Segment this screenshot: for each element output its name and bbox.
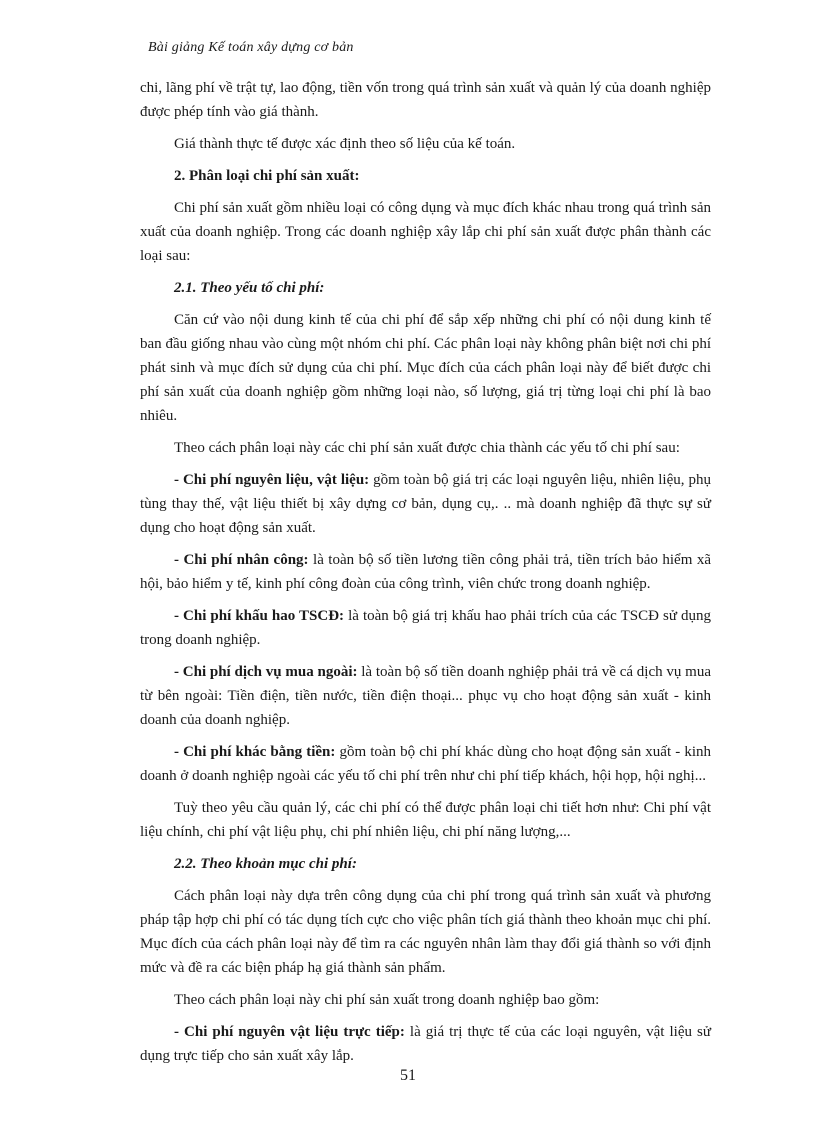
page-body xyxy=(140,76,711,1076)
item-text: là toàn bộ giá trị khấu hao phải trích của các TSCĐ sử dụng trong doanh nghiệp. xyxy=(140,608,711,648)
item-labor xyxy=(140,548,711,596)
running-header: Bài giảng Kế toán xây dựng cơ bản xyxy=(148,40,354,55)
paragraph-continuation: chi, lãng phí về trật tự, lao động, tiền vốn trong quá trình sản xuất và quản lý của doanh nghiệp được phép tính vào giá thành. xyxy=(140,80,711,120)
item-text: gồm toàn bộ chi phí khác dùng cho hoạt động sản xuất - kinh doanh ở doanh nghiệp ngoài các yếu tố chi phí trên như chi phí tiếp khách, hội họp, hội nghị... xyxy=(140,744,711,784)
paragraph-items-basis: Cách phân loại này dựa trên công dụng của chi phí trong quá trình sản xuất và phương pháp tập hợp chi phí có tác dụng tích cực cho việc phân tích giá thành theo khoản mục chi phí. Mục đích của cách phân loại này để tìm ra các nguyên nhân làm thay đổi giá thành so với định mức và đề ra các biện pháp hạ giá thành sản phẩm. xyxy=(140,888,711,976)
paragraph-detail: Tuỳ theo yêu cầu quản lý, các chi phí có thể được phân loại chi tiết hơn như: Chi phí vật liệu chính, chi phí vật liệu phụ, chi phí nhiên liệu, chi phí năng lượng,... xyxy=(140,800,711,840)
paragraph-actual-cost: Giá thành thực tế được xác định theo số liệu của kế toán. xyxy=(174,136,516,152)
paragraph-items-intro: Theo cách phân loại này chi phí sản xuất trong doanh nghiệp bao gồm: xyxy=(174,992,600,1008)
paragraph-elements-intro: Theo cách phân loại này các chi phí sản xuất được chia thành các yếu tố chi phí sau: xyxy=(174,440,680,456)
item-materials xyxy=(140,468,711,540)
item-depreciation xyxy=(140,604,711,652)
section-heading-2: 2. Phân loại chi phí sản xuất: xyxy=(174,168,360,184)
item-other-cash xyxy=(140,740,711,788)
page-number: 51 xyxy=(400,1067,416,1084)
subsection-heading-2-1: 2.1. Theo yếu tố chi phí: xyxy=(174,280,325,296)
paragraph-basis: Căn cứ vào nội dung kinh tế của chi phí để sắp xếp những chi phí có nội dung kinh tế ban đầu giống nhau vào cùng một nhóm chi phí. Các phân loại này không phân biệt nơi chi phí phát sinh và mục đích sử dụng của chi phí. Mục đích của cách phân loại này để biết được chi phí sản xuất của doanh nghiệp gồm những loại nào, số lượng, giá trị từng loại chi phí là bao nhiêu. xyxy=(140,312,711,424)
item-lead: - Chi phí khác bằng tiền: xyxy=(174,744,336,760)
paragraph-intro: Chi phí sản xuất gồm nhiều loại có công dụng và mục đích khác nhau trong quá trình sản xuất của doanh nghiệp. Trong các doanh nghiệp xây lắp chi phí sản xuất được phân thành các loại sau: xyxy=(140,200,711,264)
item-lead: - Chi phí khấu hao TSCĐ: xyxy=(174,608,345,624)
item-lead: - Chi phí nhân công: xyxy=(174,552,309,568)
item-text: là toàn bộ số tiền lương tiền công phải trả, tiền trích bảo hiểm xã hội, bảo hiểm y tế, kinh phí công đoàn của công trình, viên chức trong doanh nghiệp. xyxy=(140,552,712,592)
item-direct-materials xyxy=(140,1020,711,1068)
item-text: là toàn bộ số tiền doanh nghiệp phải trả về cá dịch vụ mua từ bên ngoài: Tiền điện, tiền nước, tiền điện thoại... phục vụ cho hoạt động sản xuất - kinh doanh của doanh nghiệp. xyxy=(140,664,711,728)
item-services xyxy=(140,660,711,732)
item-text: gồm toàn bộ giá trị các loại nguyên liệu, nhiên liệu, phụ tùng thay thế, vật liệu thiết bị xây dựng cơ bản, dụng cụ,. .. mà doanh nghiệp đã thực sự sử dụng cho hoạt động sản xuất. xyxy=(140,472,711,536)
item-text: là giá trị thực tế của các loại nguyên, vật liệu sử dụng trực tiếp cho sản xuất xây lắp. xyxy=(140,1024,711,1064)
subsection-heading-2-2: 2.2. Theo khoản mục chi phí: xyxy=(174,856,357,872)
item-lead: - Chi phí nguyên liệu, vật liệu: xyxy=(174,472,370,488)
item-lead: - Chi phí dịch vụ mua ngoài: xyxy=(174,664,358,680)
item-lead: - Chi phí nguyên vật liệu trực tiếp: xyxy=(174,1024,405,1040)
